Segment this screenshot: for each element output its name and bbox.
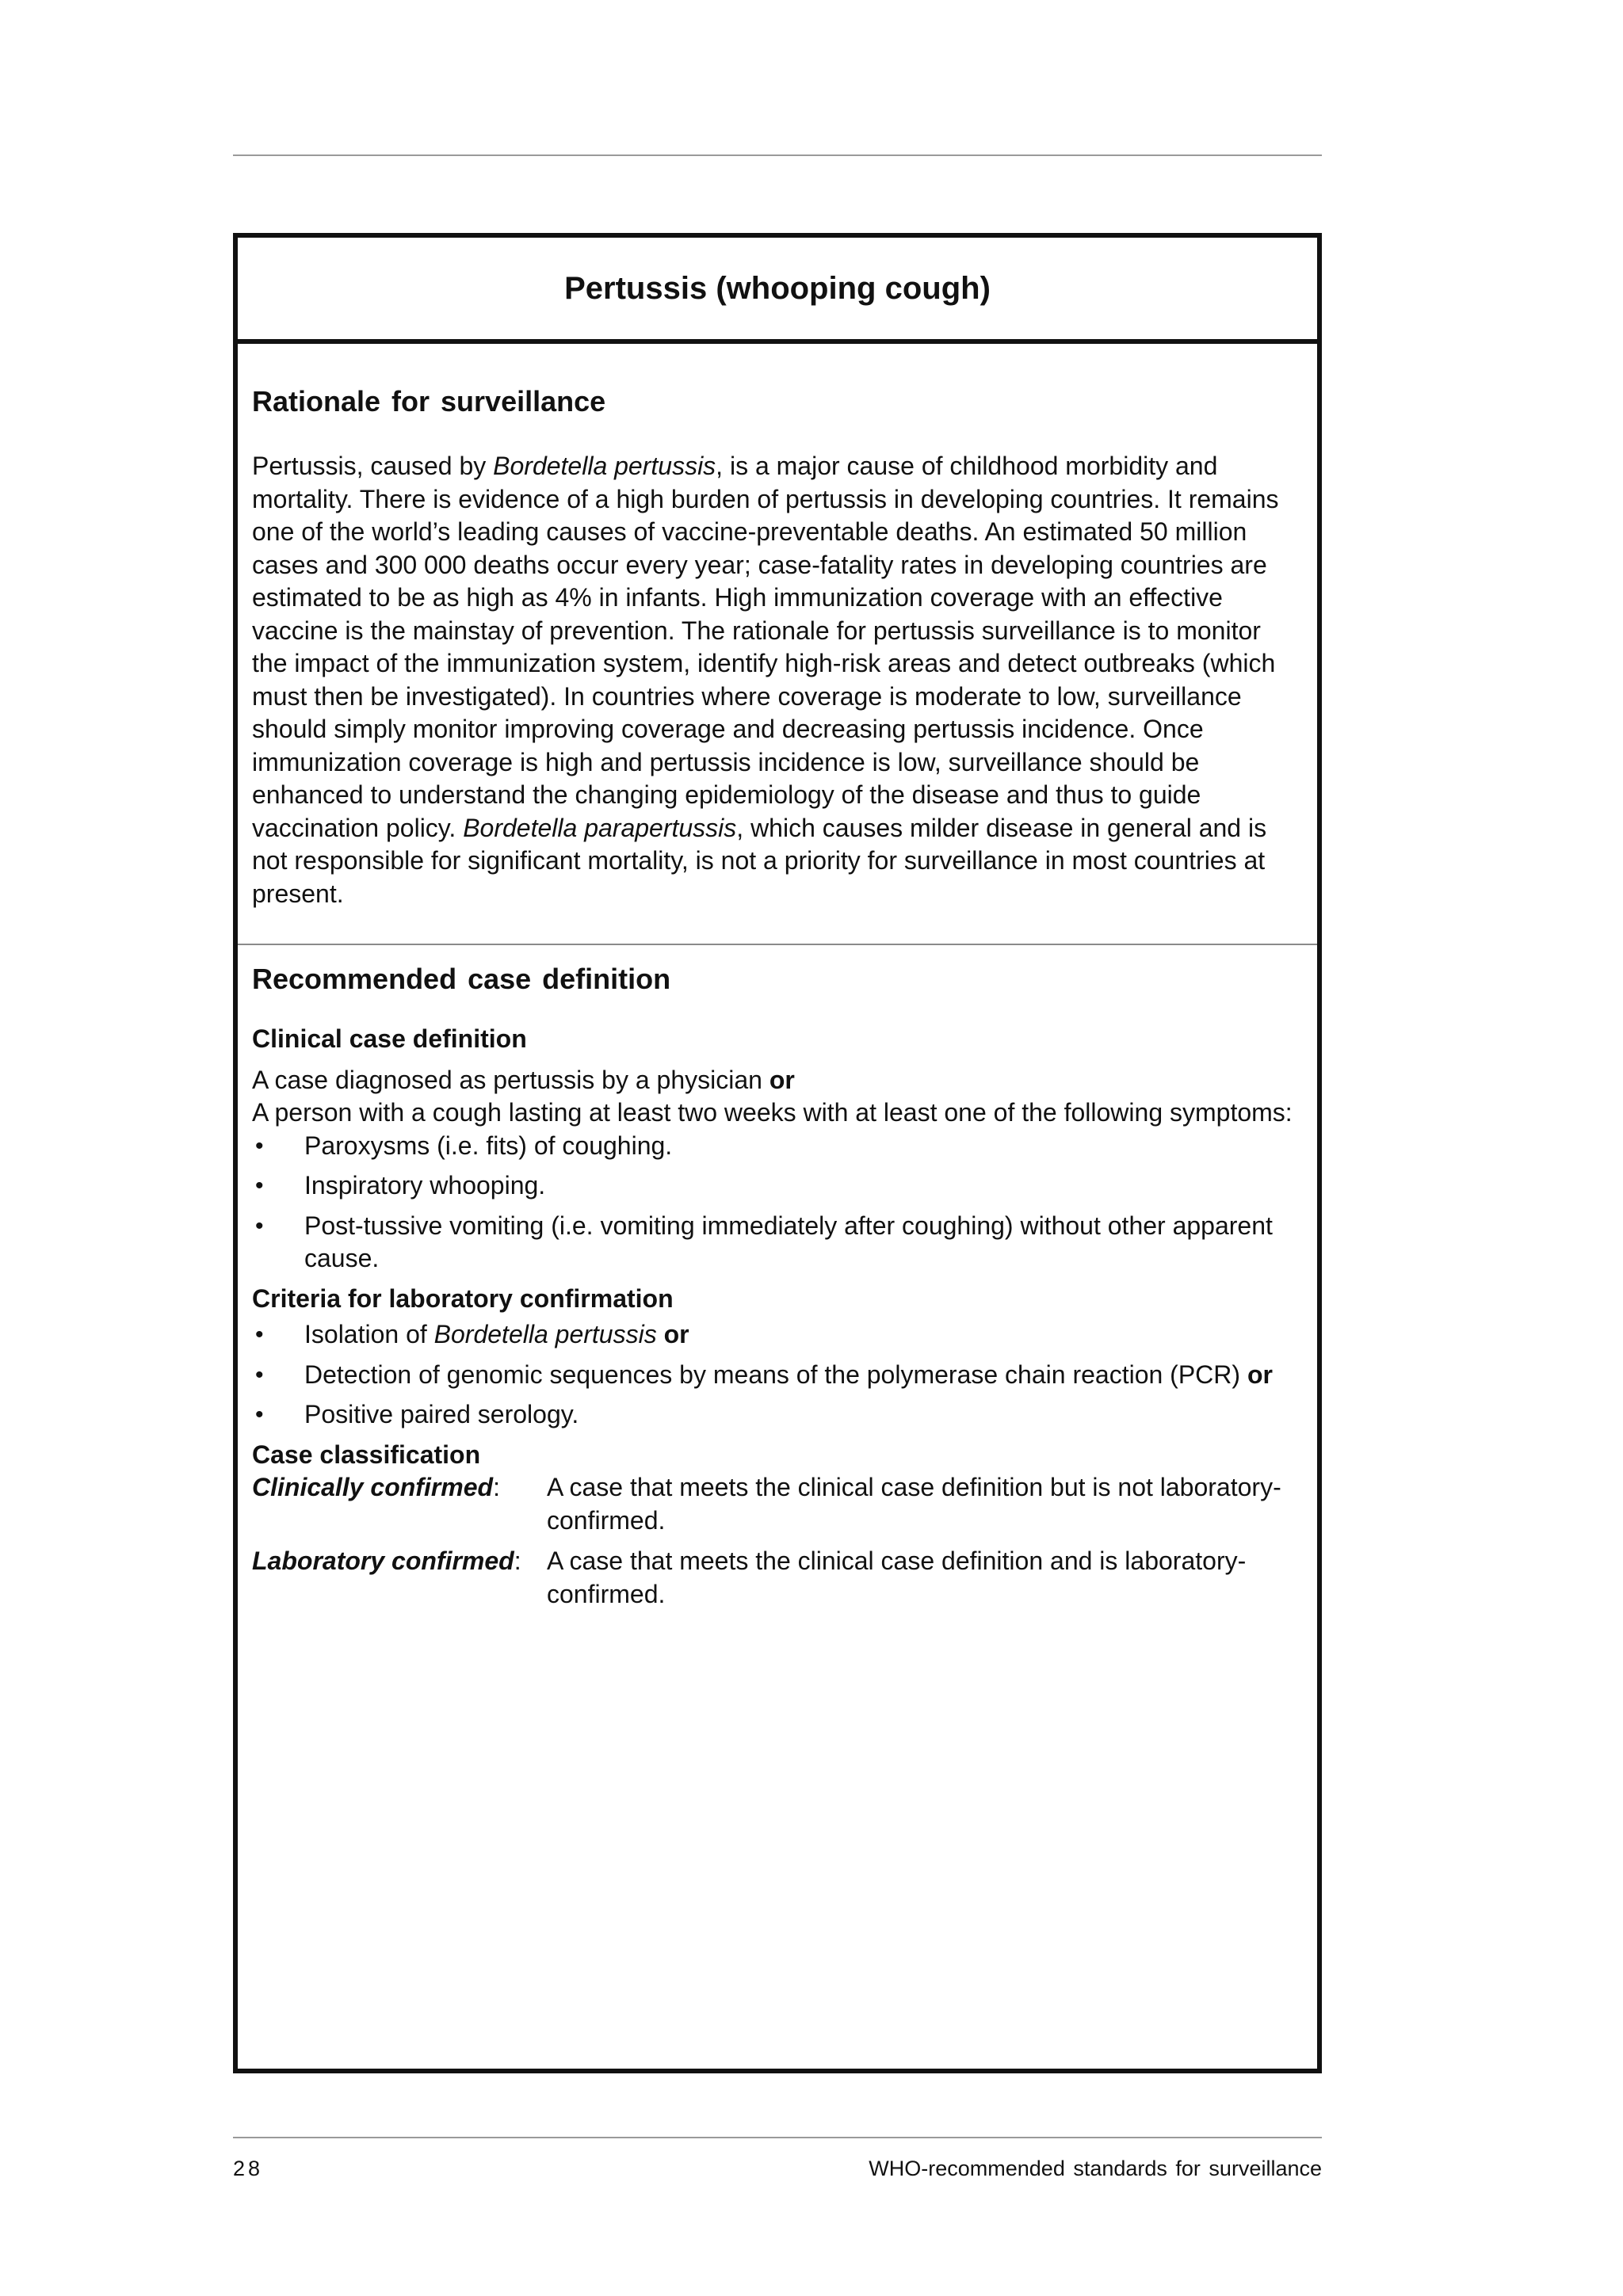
classification-term <box>252 1545 547 1611</box>
symptom-list <box>252 1130 1303 1276</box>
clinical-line-1-text: A case diagnosed as pertussis by a physician <box>252 1065 769 1094</box>
clinical-line-2: A person with a cough lasting at least two weeks with at least one of the following symptoms: <box>252 1098 1293 1127</box>
lab-criteria-heading: Criteria for laboratory confirmation <box>252 1283 674 1313</box>
rationale-section <box>238 344 1317 945</box>
classification-term-text: Clinically confirmed <box>252 1473 494 1501</box>
list-item <box>252 1359 1303 1392</box>
rationale-heading: Rationale for surveillance <box>252 385 606 418</box>
rationale-organism-2: Bordetella parapertussis <box>463 813 737 842</box>
rationale-paragraph <box>252 450 1303 910</box>
classification-definition: A case that meets the clinical case definition but is not laboratory-confirmed. <box>547 1473 1281 1535</box>
clinical-heading: Clinical case definition <box>252 1024 527 1053</box>
lab-criterion-2-or: or <box>1247 1360 1273 1389</box>
classification-row <box>252 1471 1303 1537</box>
symptom-text: Paroxysms (i.e. fits) of coughing. <box>304 1131 673 1160</box>
bullet-icon: • <box>255 1322 264 1348</box>
publication-title: WHO-recommended standards for surveillance <box>869 2157 1322 2180</box>
title-box <box>238 238 1317 344</box>
lab-criterion-1-organism: Bordetella pertussis <box>433 1320 657 1348</box>
bullet-icon: • <box>255 1132 264 1159</box>
classification-definition: A case that meets the clinical case definition and is laboratory-confirmed. <box>547 1547 1247 1608</box>
classification-colon: : <box>493 1473 500 1501</box>
bullet-icon: • <box>255 1361 264 1388</box>
list-item <box>252 1318 1303 1352</box>
classification-term-text: Laboratory confirmed <box>252 1547 514 1575</box>
lab-criterion-1-or: or <box>656 1320 689 1348</box>
lab-criterion-2-text: Detection of genomic sequences by means of the polymerase chain reaction (PCR) <box>304 1360 1247 1389</box>
classification-heading: Case classification <box>252 1440 481 1469</box>
disease-box <box>233 233 1322 2073</box>
rationale-text-3: , which causes milder disease in general and is not responsible for significant mortality, is not a priority for surveillance in most countries at present. <box>252 813 1267 908</box>
rationale-text-1: Pertussis, caused by <box>252 452 494 480</box>
classification-row <box>252 1545 1303 1611</box>
bullet-icon: • <box>255 1212 264 1239</box>
bullet-icon: • <box>255 1173 264 1199</box>
list-item <box>252 1130 1303 1163</box>
symptom-text: Inspiratory whooping. <box>304 1171 546 1199</box>
list-item <box>252 1210 1303 1276</box>
list-item <box>252 1169 1303 1203</box>
lab-criteria-list <box>252 1318 1303 1432</box>
header-rule <box>233 154 1322 156</box>
classification-colon: : <box>514 1547 521 1575</box>
rationale-text-2: , is a major cause of childhood morbidity and mortality. There is evidence of a high burden of pertussis in developing countries. It remains one of the world’s leading causes of vaccine-preventable deaths. An estimated 50 million cases and 300 000 deaths occur every year; case-fatality rates in developing countries are estimated to be as high as 4% in infants. High immunization coverage with an effective vaccine is the mainstay of prevention. The rationale for pertussis surveillance is to monitor the impact of the immunization system, identify high-risk areas and detect outbreaks (which must then be investigated). In countries where coverage is moderate to low, surveillance should simply monitor improving coverage and decreasing pertussis incidence. Once immunization coverage is high and pertussis incidence is low, surveillance should be enhanced to understand the changing epidemiology of the disease and thus to guide vaccination policy. <box>252 452 1279 842</box>
footer-rule <box>233 2137 1322 2138</box>
clinical-line-1 <box>252 1064 1303 1097</box>
list-item <box>252 1398 1303 1432</box>
case-definition-heading: Recommended case definition <box>252 963 671 995</box>
case-definition-section <box>238 945 1317 1611</box>
lab-criterion-3-text: Positive paired serology. <box>304 1400 579 1428</box>
symptom-text: Post-tussive vomiting (i.e. vomiting immediately after coughing) without other apparent cause. <box>304 1211 1273 1272</box>
rationale-organism-1: Bordetella pertussis <box>493 452 716 480</box>
classification-term <box>252 1471 547 1537</box>
page-number: 28 <box>233 2157 264 2180</box>
lab-criterion-1-text: Isolation of <box>304 1320 434 1348</box>
clinical-or: or <box>769 1065 795 1094</box>
bullet-icon: • <box>255 1402 264 1428</box>
page-title: Pertussis (whooping cough) <box>564 270 991 306</box>
